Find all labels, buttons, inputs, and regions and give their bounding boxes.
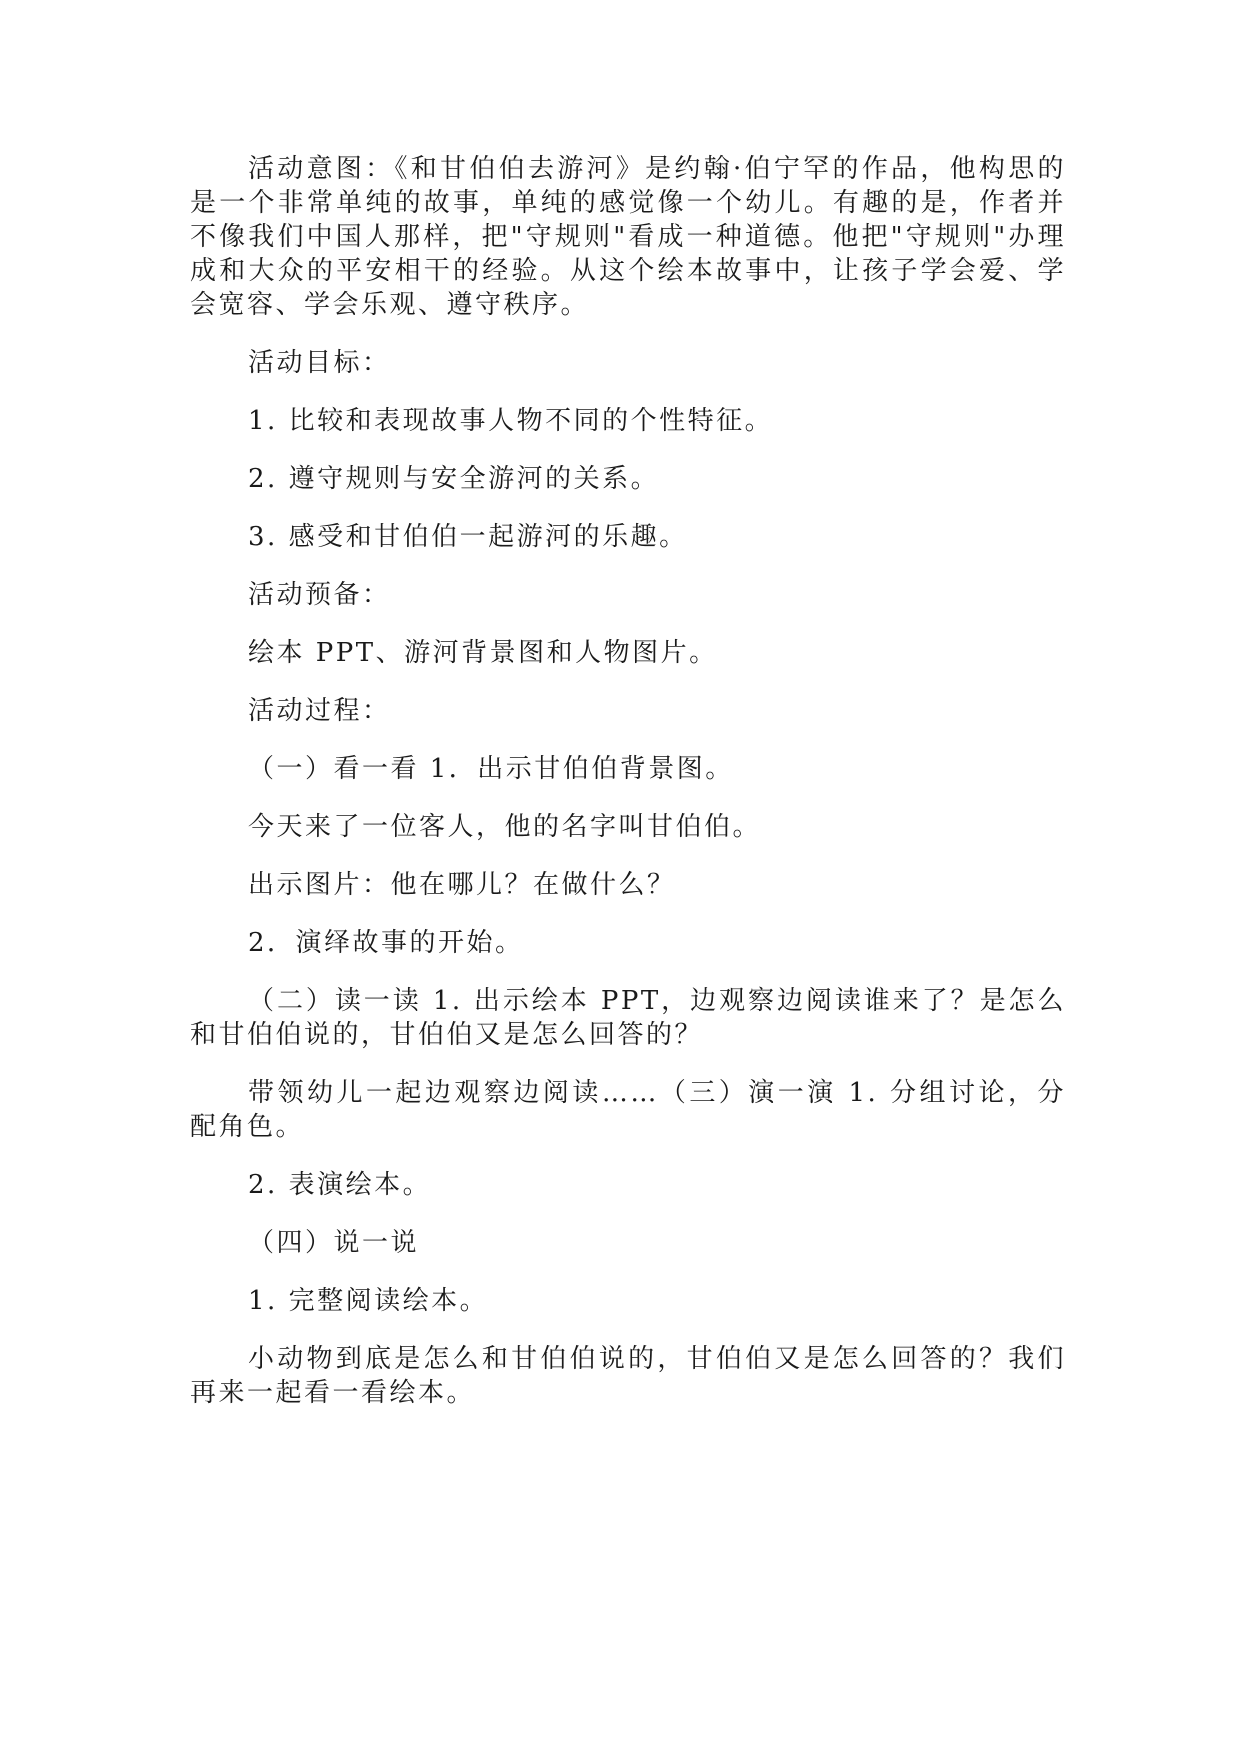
- process-text-perform: 2. 表演绘本。: [248, 1170, 432, 1200]
- process-text-guest: 今天来了一位客人，他的名字叫甘伯伯。: [248, 812, 762, 842]
- heading-activity-preparation: 活动预备：: [248, 580, 391, 610]
- process-step-look: （一）看一看 1．出示甘伯伯背景图。: [248, 754, 734, 784]
- process-text-full-read: 1. 完整阅读绘本。: [248, 1286, 489, 1316]
- document-page: [190, 152, 1066, 1434]
- heading-activity-goals: 活动目标：: [248, 348, 391, 378]
- goal-item-3: 3. 感受和甘伯伯一起游河的乐趣。: [248, 522, 688, 552]
- process-step-act: 带领幼儿一起边观察边阅读……（三）演一演 1. 分组讨论，分配角色。: [190, 1078, 1066, 1142]
- process-text-story-start: 2．演绎故事的开始。: [248, 928, 524, 958]
- preparation-text: 绘本 PPT、游河背景图和人物图片。: [248, 638, 718, 668]
- process-text-closing: 小动物到底是怎么和甘伯伯说的，甘伯伯又是怎么回答的？我们再来一起看一看绘本。: [190, 1344, 1066, 1408]
- goal-item-1: 1. 比较和表现故事人物不同的个性特征。: [248, 406, 774, 436]
- process-step-say: （四）说一说: [248, 1228, 420, 1258]
- goal-item-2: 2. 遵守规则与安全游河的关系。: [248, 464, 660, 494]
- heading-activity-process: 活动过程：: [248, 696, 391, 726]
- paragraph-activity-intent: 活动意图：《和甘伯伯去游河》是约翰·伯宁罕的作品，他构思的是一个非常单纯的故事，单纯的感觉像一个幼儿。有趣的是，作者并不像我们中国人那样，把"守规则"看成一种道德。他把"守规则"办理成和大众的平安相干的经验。从这个绘本故事中，让孩子学会爱、学会宽容、学会乐观、遵守秩序。: [190, 154, 1066, 320]
- process-text-picture: 出示图片：他在哪儿？在做什么？: [248, 870, 676, 900]
- process-step-read: （二）读一读 1. 出示绘本 PPT，边观察边阅读谁来了？是怎么和甘伯伯说的，甘伯伯又是怎么回答的？: [190, 986, 1066, 1050]
